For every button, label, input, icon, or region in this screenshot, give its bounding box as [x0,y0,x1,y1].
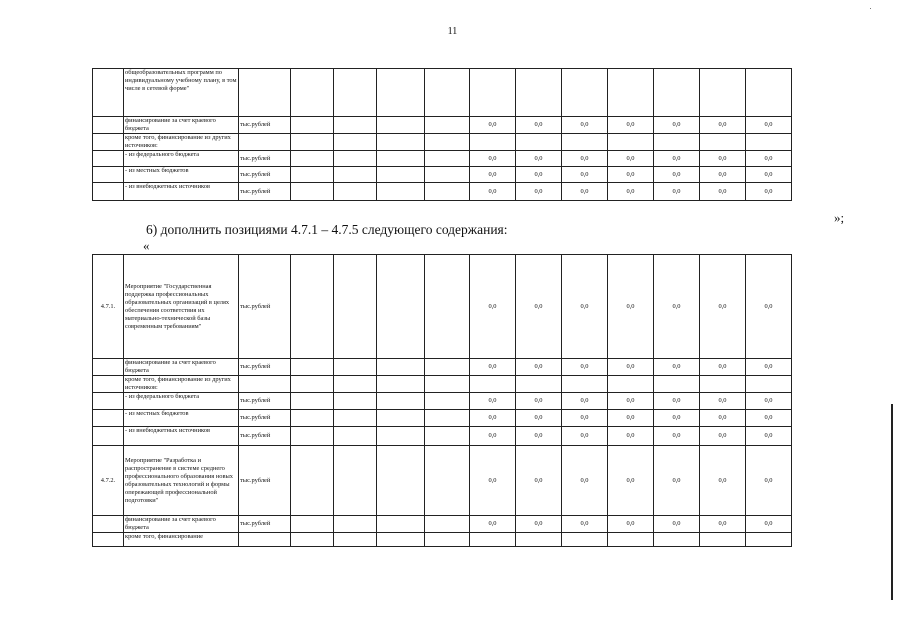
item-name-cell: - из федерального бюджета [124,393,239,410]
empty-cell [334,410,377,427]
unit-cell: тыс.рублей [239,183,291,201]
value-cell: 0,0 [562,516,608,533]
value-cell [608,69,654,117]
value-cell: 0,0 [700,393,746,410]
value-cell: 0,0 [516,117,562,134]
empty-cell [291,427,334,446]
value-cell: 0,0 [516,183,562,201]
value-cell [470,533,516,547]
item-name-cell: Мероприятие "Разработка и распространение в системе среднего профессионального образования новых образовательных технологий и формы опережающей профессиональной подготовки" [124,446,239,516]
value-cell: 0,0 [562,393,608,410]
position-number-cell [93,376,124,393]
value-cell: 0,0 [516,151,562,167]
value-cell: 0,0 [700,151,746,167]
value-cell: 0,0 [746,427,792,446]
value-cell: 0,0 [470,255,516,359]
value-cell: 0,0 [608,255,654,359]
item-name-cell: финансирование за счет краевого бюджета [124,516,239,533]
position-number-cell [93,359,124,376]
value-cell: 0,0 [700,446,746,516]
value-cell: 0,0 [516,393,562,410]
value-cell [516,533,562,547]
empty-cell [334,134,377,151]
position-number-cell [93,69,124,117]
empty-cell [377,69,425,117]
empty-cell [334,393,377,410]
empty-cell [334,533,377,547]
value-cell [470,69,516,117]
empty-cell [377,255,425,359]
position-number-cell [93,410,124,427]
value-cell: 0,0 [470,151,516,167]
value-cell [516,376,562,393]
value-cell: 0,0 [562,167,608,183]
value-cell [608,533,654,547]
item-name-cell: - из внебюджетных источников [124,427,239,446]
unit-cell [239,533,291,547]
item-name-cell: финансирование за счет краевого бюджета [124,117,239,134]
empty-cell [425,427,470,446]
value-cell [654,69,700,117]
empty-cell [425,393,470,410]
value-cell [746,376,792,393]
value-cell: 0,0 [516,359,562,376]
margin-rule [891,404,893,600]
item-name-cell: кроме того, финансирование из других источников: [124,376,239,393]
empty-cell [425,134,470,151]
value-cell: 0,0 [562,117,608,134]
position-number-cell [93,183,124,201]
unit-cell: тыс.рублей [239,446,291,516]
value-cell: 0,0 [700,255,746,359]
value-cell: 0,0 [746,359,792,376]
position-number-cell [93,427,124,446]
table-row [93,183,792,201]
value-cell [562,533,608,547]
unit-cell: тыс.рублей [239,117,291,134]
closing-quote: »; [834,210,845,225]
unit-cell: тыс.рублей [239,151,291,167]
value-cell: 0,0 [516,255,562,359]
value-cell: 0,0 [470,446,516,516]
empty-cell [425,117,470,134]
empty-cell [377,410,425,427]
value-cell: 0,0 [654,516,700,533]
value-cell [654,376,700,393]
value-cell [700,134,746,151]
value-cell: 0,0 [608,359,654,376]
item-name-cell: - из местных бюджетов [124,410,239,427]
value-cell [746,134,792,151]
value-cell: 0,0 [608,427,654,446]
empty-cell [377,376,425,393]
value-cell: 0,0 [654,427,700,446]
empty-cell [334,446,377,516]
empty-cell [425,69,470,117]
position-number-cell [93,393,124,410]
value-cell: 0,0 [608,393,654,410]
empty-cell [425,183,470,201]
item-name-cell: - из внебюджетных источников [124,183,239,201]
position-number-cell [93,167,124,183]
value-cell: 0,0 [516,410,562,427]
empty-cell [377,427,425,446]
unit-cell [239,134,291,151]
position-number-cell [93,516,124,533]
table-row [93,533,792,547]
empty-cell [425,359,470,376]
empty-cell [291,167,334,183]
empty-cell [291,410,334,427]
value-cell: 0,0 [746,255,792,359]
value-cell: 0,0 [470,393,516,410]
position-number-cell: 4.7.2. [93,446,124,516]
item-name-cell: кроме того, финансирование из других источников: [124,134,239,151]
empty-cell [334,359,377,376]
value-cell: 0,0 [746,446,792,516]
value-cell: 0,0 [562,255,608,359]
empty-cell [334,117,377,134]
unit-cell: тыс.рублей [239,167,291,183]
empty-cell [425,516,470,533]
empty-cell [291,151,334,167]
unit-cell [239,69,291,117]
empty-cell [334,151,377,167]
value-cell: 0,0 [700,427,746,446]
empty-cell [291,359,334,376]
table-row [93,151,792,167]
value-cell: 0,0 [700,359,746,376]
table-row [93,427,792,446]
value-cell: 0,0 [608,151,654,167]
empty-cell [291,117,334,134]
item-name-cell: Мероприятие "Государственная поддержка профессиональных образовательных организаций в целях обеспечения соответствия их материально-технической базы современным требованиям" [124,255,239,359]
value-cell [654,134,700,151]
empty-cell [377,183,425,201]
value-cell [700,533,746,547]
empty-cell [334,427,377,446]
value-cell: 0,0 [470,167,516,183]
empty-cell [425,376,470,393]
value-cell: 0,0 [746,117,792,134]
table-row [93,69,792,117]
value-cell: 0,0 [746,151,792,167]
value-cell [516,69,562,117]
value-cell: 0,0 [516,516,562,533]
value-cell: 0,0 [746,183,792,201]
value-cell [562,376,608,393]
item-name-cell: общеобразовательных программ по индивидуальному учебному плану, в том числе в сетевой форме" [124,69,239,117]
position-number-cell [93,134,124,151]
unit-cell [239,376,291,393]
unit-cell: тыс.рублей [239,427,291,446]
value-cell: 0,0 [700,516,746,533]
value-cell: 0,0 [470,427,516,446]
value-cell: 0,0 [654,446,700,516]
value-cell: 0,0 [470,359,516,376]
unit-cell: тыс.рублей [239,410,291,427]
table-row [93,359,792,376]
budget-table-new-positions [92,254,792,547]
value-cell: 0,0 [654,167,700,183]
value-cell [654,533,700,547]
empty-cell [291,376,334,393]
empty-cell [291,533,334,547]
item-name-cell: финансирование за счет краевого бюджета [124,359,239,376]
empty-cell [291,516,334,533]
value-cell [470,376,516,393]
value-cell [608,134,654,151]
opening-quote: « [143,238,150,253]
table-row [93,446,792,516]
table-row [93,134,792,151]
value-cell: 0,0 [562,446,608,516]
value-cell: 0,0 [562,410,608,427]
value-cell [700,69,746,117]
empty-cell [377,167,425,183]
empty-cell [377,393,425,410]
empty-cell [334,69,377,117]
empty-cell [334,183,377,201]
empty-cell [425,446,470,516]
position-number-cell: 4.7.1. [93,255,124,359]
value-cell: 0,0 [654,410,700,427]
value-cell: 0,0 [608,516,654,533]
empty-cell [425,410,470,427]
empty-cell [291,255,334,359]
value-cell [608,376,654,393]
value-cell: 0,0 [470,516,516,533]
value-cell: 0,0 [700,410,746,427]
empty-cell [291,393,334,410]
value-cell: 0,0 [470,117,516,134]
value-cell: 0,0 [654,255,700,359]
value-cell: 0,0 [470,410,516,427]
empty-cell [334,376,377,393]
table-row [93,117,792,134]
position-number-cell [93,151,124,167]
table-row [93,255,792,359]
page-number: 11 [447,26,458,37]
table-row [93,516,792,533]
value-cell: 0,0 [516,427,562,446]
value-cell [562,134,608,151]
item-name-cell: - из местных бюджетов [124,167,239,183]
empty-cell [377,151,425,167]
value-cell: 0,0 [746,410,792,427]
value-cell: 0,0 [654,183,700,201]
position-number-cell [93,117,124,134]
empty-cell [425,167,470,183]
empty-cell [291,183,334,201]
value-cell: 0,0 [700,183,746,201]
value-cell [516,134,562,151]
scan-speck [870,8,871,9]
unit-cell: тыс.рублей [239,255,291,359]
value-cell: 0,0 [562,359,608,376]
value-cell: 0,0 [654,117,700,134]
value-cell: 0,0 [608,410,654,427]
value-cell: 0,0 [608,183,654,201]
empty-cell [334,516,377,533]
value-cell: 0,0 [654,359,700,376]
table-row [93,376,792,393]
value-cell [562,69,608,117]
empty-cell [377,516,425,533]
value-cell: 0,0 [746,167,792,183]
empty-cell [377,359,425,376]
value-cell: 0,0 [608,446,654,516]
item-name-cell: кроме того, финансирование [124,533,239,547]
empty-cell [377,134,425,151]
value-cell: 0,0 [700,167,746,183]
budget-table-continued [92,68,792,201]
empty-cell [334,167,377,183]
empty-cell [377,446,425,516]
value-cell: 0,0 [654,151,700,167]
empty-cell [334,255,377,359]
empty-cell [425,255,470,359]
empty-cell [425,151,470,167]
item-name-cell: - из федерального бюджета [124,151,239,167]
table-row [93,167,792,183]
value-cell: 0,0 [608,117,654,134]
value-cell: 0,0 [746,393,792,410]
value-cell: 0,0 [516,446,562,516]
empty-cell [291,69,334,117]
value-cell: 0,0 [562,183,608,201]
value-cell: 0,0 [654,393,700,410]
value-cell: 0,0 [470,183,516,201]
value-cell: 0,0 [562,151,608,167]
value-cell: 0,0 [746,516,792,533]
value-cell [746,533,792,547]
unit-cell: тыс.рублей [239,393,291,410]
value-cell: 0,0 [562,427,608,446]
empty-cell [425,533,470,547]
empty-cell [377,533,425,547]
empty-cell [291,446,334,516]
position-number-cell [93,533,124,547]
amendment-text: 6) дополнить позициями 4.7.1 – 4.7.5 следующего содержания: [146,222,508,237]
unit-cell: тыс.рублей [239,516,291,533]
value-cell [700,376,746,393]
unit-cell: тыс.рублей [239,359,291,376]
value-cell: 0,0 [516,167,562,183]
table-row [93,410,792,427]
value-cell [470,134,516,151]
value-cell [746,69,792,117]
value-cell: 0,0 [608,167,654,183]
empty-cell [291,134,334,151]
table-row [93,393,792,410]
value-cell: 0,0 [700,117,746,134]
empty-cell [377,117,425,134]
